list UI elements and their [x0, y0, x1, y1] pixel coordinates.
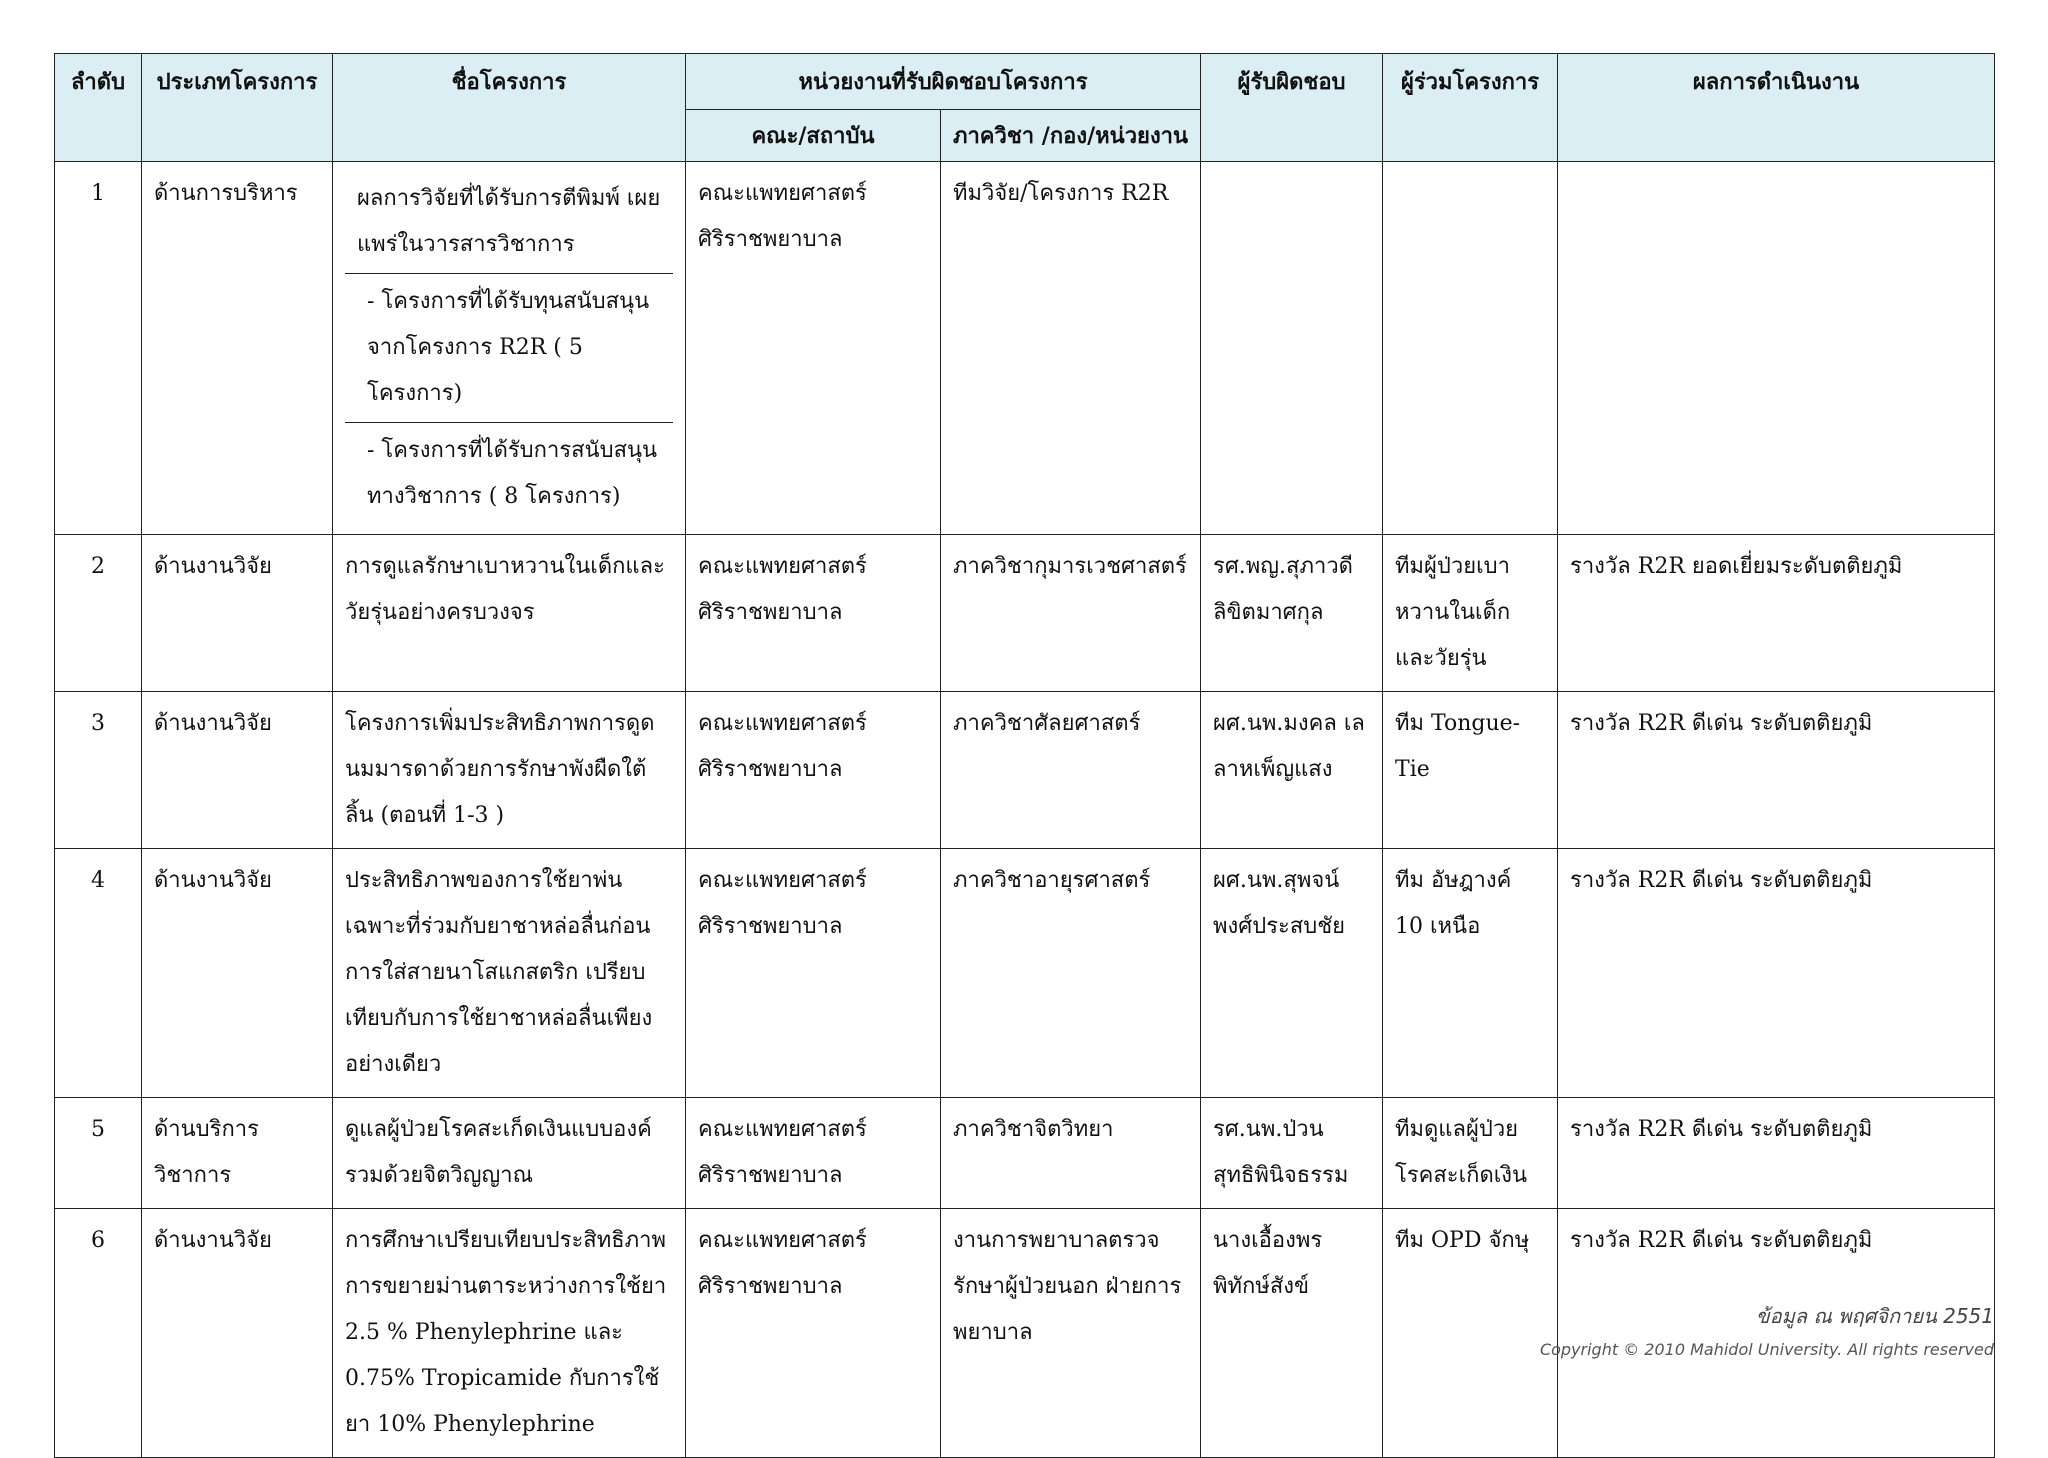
- header-seq: ลำดับ: [55, 54, 142, 162]
- cell-dept: ภาควิชาจิตวิทยา: [941, 1098, 1201, 1209]
- header-unit: หน่วยงานที่รับผิดชอบโครงการ: [686, 54, 1201, 110]
- cell-faculty: คณะแพทยศาสตร์ศิริราชพยาบาล: [686, 162, 941, 535]
- cell-partner: ทีม อัษฎางค์ 10 เหนือ: [1383, 849, 1558, 1098]
- cell-result: รางวัล R2R ดีเด่น ระดับตติยภูมิ: [1558, 692, 1995, 849]
- cell-dept: งานการพยาบาลตรวจรักษาผู้ป่วยนอก ฝ่ายการพยาบาล: [941, 1209, 1201, 1458]
- name-part: ผลการวิจัยที่ได้รับการตีพิมพ์ เผยแพร่ในวารสารวิชาการ: [345, 171, 673, 274]
- cell-name: โครงการเพิ่มประสิทธิภาพการดูดนมมารดาด้วยการรักษาพังผืดใต้ลิ้น (ตอนที่ 1-3 ): [333, 692, 686, 849]
- cell-result: รางวัล R2R ดีเด่น ระดับตติยภูมิ: [1558, 1098, 1995, 1209]
- cell-partner: ทีม OPD จักษุ: [1383, 1209, 1558, 1458]
- cell-name: ประสิทธิภาพของการใช้ยาพ่นเฉพาะที่ร่วมกับยาชาหล่อลื่นก่อนการใส่สายนาโสแกสตริก เปรียบเทียบกับการใช้ยาชาหล่อลื่นเพียงอย่างเดียว: [333, 849, 686, 1098]
- cell-faculty: คณะแพทยศาสตร์ศิริราชพยาบาล: [686, 1209, 941, 1458]
- cell-seq: 2: [55, 535, 142, 692]
- cell-owner: [1201, 162, 1383, 535]
- cell-owner: รศ.นพ.ป่วน สุทธิพินิจธรรม: [1201, 1098, 1383, 1209]
- projects-table: [54, 53, 1995, 1458]
- header-name: ชื่อโครงการ: [333, 54, 686, 162]
- cell-type: ด้านการบริหาร: [142, 162, 333, 535]
- cell-type: ด้านงานวิจัย: [142, 535, 333, 692]
- cell-type: ด้านงานวิจัย: [142, 849, 333, 1098]
- cell-name: [333, 162, 686, 535]
- cell-result: [1558, 162, 1995, 535]
- cell-faculty: คณะแพทยศาสตร์ศิริราชพยาบาล: [686, 692, 941, 849]
- cell-result: รางวัล R2R ดีเด่น ระดับตติยภูมิ: [1558, 849, 1995, 1098]
- cell-name: การดูแลรักษาเบาหวานในเด็กและวัยรุ่นอย่างครบวงจร: [333, 535, 686, 692]
- header-owner: ผู้รับผิดชอบ: [1201, 54, 1383, 162]
- header-faculty: คณะ/สถาบัน: [686, 110, 941, 162]
- cell-seq: 1: [55, 162, 142, 535]
- cell-type: ด้านงานวิจัย: [142, 692, 333, 849]
- table-row: [55, 535, 1995, 692]
- cell-dept: ภาควิชาอายุรศาสตร์: [941, 849, 1201, 1098]
- cell-seq: 4: [55, 849, 142, 1098]
- cell-partner: [1383, 162, 1558, 535]
- cell-faculty: คณะแพทยศาสตร์ศิริราชพยาบาล: [686, 535, 941, 692]
- cell-owner: รศ.พญ.สุภาวดี ลิขิตมาศกุล: [1201, 535, 1383, 692]
- cell-faculty: คณะแพทยศาสตร์ศิริราชพยาบาล: [686, 849, 941, 1098]
- cell-type: ด้านบริการวิชาการ: [142, 1098, 333, 1209]
- data-date-note: ข้อมูล ณ พฤศจิกายน 2551: [1755, 1304, 1994, 1328]
- cell-dept: ทีมวิจัย/โครงการ R2R: [941, 162, 1201, 535]
- cell-owner: ผศ.นพ.มงคล เลลาหเพ็ญแสง: [1201, 692, 1383, 849]
- cell-seq: 5: [55, 1098, 142, 1209]
- cell-seq: 3: [55, 692, 142, 849]
- cell-dept: ภาควิชาศัลยศาสตร์: [941, 692, 1201, 849]
- cell-partner: ทีมดูแลผู้ป่วยโรคสะเก็ดเงิน: [1383, 1098, 1558, 1209]
- cell-faculty: คณะแพทยศาสตร์ศิริราชพยาบาล: [686, 1098, 941, 1209]
- cell-dept: ภาควิชากุมารเวชศาสตร์: [941, 535, 1201, 692]
- header-partner: ผู้ร่วมโครงการ: [1383, 54, 1558, 162]
- cell-seq: 6: [55, 1209, 142, 1458]
- table-row: [55, 692, 1995, 849]
- cell-owner: ผศ.นพ.สุพจน์ พงศ์ประสบชัย: [1201, 849, 1383, 1098]
- cell-owner: นางเอื้องพร พิทักษ์สังข์: [1201, 1209, 1383, 1458]
- header-type: ประเภทโครงการ: [142, 54, 333, 162]
- copyright-notice: Copyright © 2010 Mahidol University. All rights reserved: [1539, 1340, 1994, 1359]
- name-part: - โครงการที่ได้รับทุนสนับสนุน จากโครงการ R2R ( 5 โครงการ): [345, 274, 673, 423]
- table-row: [55, 1209, 1995, 1458]
- cell-partner: ทีมผู้ป่วยเบาหวานในเด็กและวัยรุ่น: [1383, 535, 1558, 692]
- cell-result: รางวัล R2R ยอดเยี่ยมระดับตติยภูมิ: [1558, 535, 1995, 692]
- cell-type: ด้านงานวิจัย: [142, 1209, 333, 1458]
- cell-result: รางวัล R2R ดีเด่น ระดับตติยภูมิ: [1558, 1209, 1995, 1458]
- header-result: ผลการดำเนินงาน: [1558, 54, 1995, 162]
- header-dept: ภาควิชา /กอง/หน่วยงาน: [941, 110, 1201, 162]
- cell-partner: ทีม Tongue-Tie: [1383, 692, 1558, 849]
- name-part: - โครงการที่ได้รับการสนับสนุน ทางวิชาการ ( 8 โครงการ): [367, 438, 658, 509]
- table-row: [55, 1098, 1995, 1209]
- cell-name: การศึกษาเปรียบเทียบประสิทธิภาพการขยายม่านตาระหว่างการใช้ยา 2.5 % Phenylephrine และ 0.75% Tropicamide กับการใช้ยา 10% Phenylephrine: [333, 1209, 686, 1458]
- table-row: [55, 849, 1995, 1098]
- cell-name: ดูแลผู้ป่วยโรคสะเก็ดเงินแบบองค์รวมด้วยจิตวิญญาณ: [333, 1098, 686, 1209]
- table-row: [55, 162, 1995, 535]
